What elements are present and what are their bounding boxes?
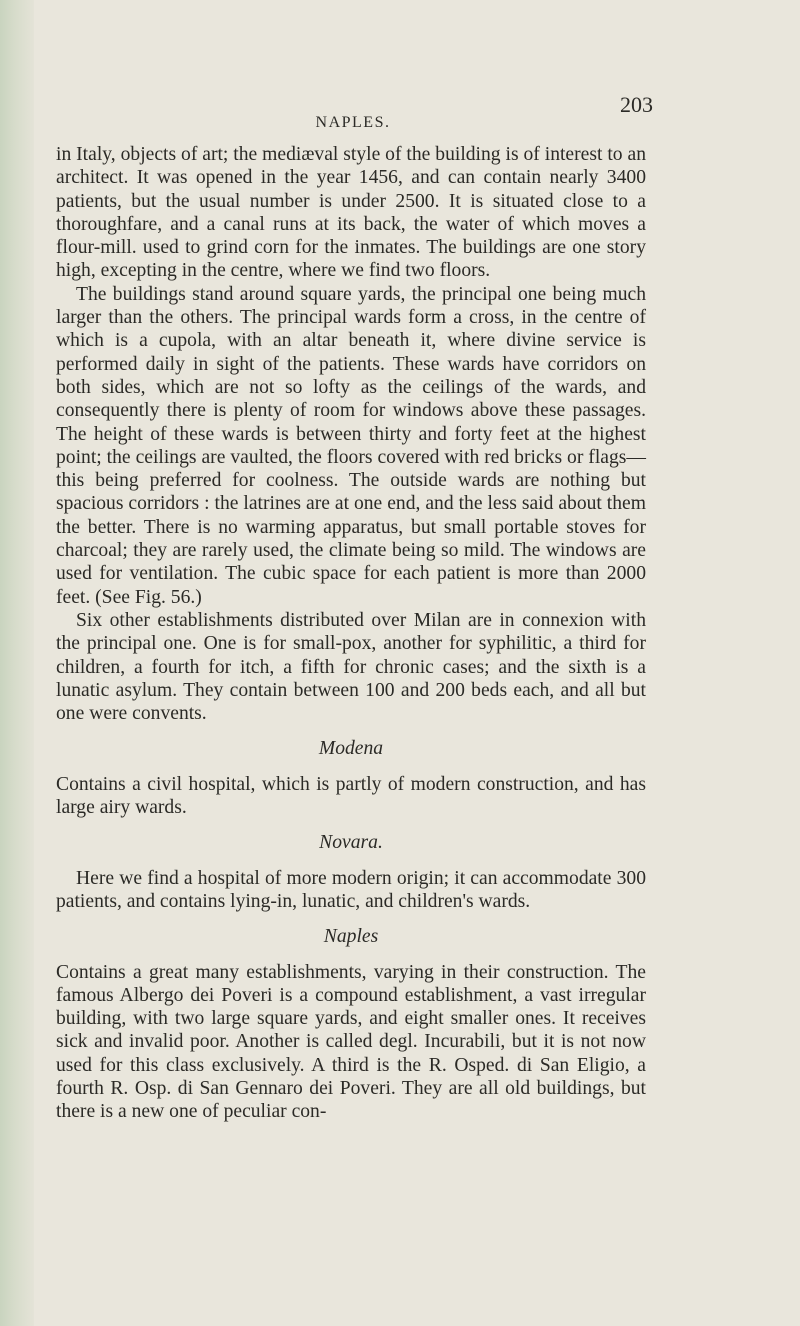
paragraph-intro-2: The buildings stand around square yards, the principal one being much larger than the others. The principal wards form a cross, in the centre of which is a cupola, with an altar beneath it, where divine service is performed daily in sight of the patients. These wards have corridors on both sides, which are not so lofty as the ceilings of the wards, and consequently there is plenty of room for windows above these passages. The height of these wards is between thirty and forty feet at the highest point; the ceilings are vaulted, the floors covered with red bricks or flags—this being preferred for coolness. The outside wards are nothing but spacious corridors : the latrines are at one end, and the less said about them the better. There is no warming apparatus, but small portable stoves for charcoal; they are rarely used, the climate being so mild. The windows are used for ventilation. The cubic space for each patient is more than 2000 feet. (See Fig. 56.) — [56, 283, 646, 608]
paragraph-intro-3: Six other establishments distributed over Milan are in connexion with the principal one. One is for small-pox, another for syphilitic, a third for children, a fourth for itch, a fifth for chronic cases; and the sixth is a lunatic asylum. They contain between 100 and 200 beds each, and all but one were convents. — [56, 609, 646, 725]
section-heading-modena: Modena — [318, 738, 384, 760]
body-text — [56, 143, 646, 1124]
section-text-naples: Contains a great many establishments, varying in their construction. The famous Albergo dei Poveri is a compound establishment, a vast irregular building, with two large square yards, and eight smaller ones. It receives sick and invalid poor. Another is called degl. Incurabili, but it is not now used for this class exclusively. A third is the R. Osped. di San Eligio, a fourth R. Osp. di San Gennaro dei Poveri. They are all old buildings, but there is a new one of peculiar con- — [56, 961, 646, 1123]
section-heading-naples: Naples — [323, 926, 379, 948]
section-text-modena: Contains a civil hospital, which is partly of modern construction, and has large airy wards. — [56, 773, 646, 819]
page-number: 203 — [620, 92, 653, 117]
section-text-novara: Here we find a hospital of more modern origin; it can accommodate 300 patients, and contains lying-in, lunatic, and children's wards. — [56, 867, 646, 912]
running-head-title: NAPLES. — [315, 114, 391, 131]
section-heading-novara: Novara. — [319, 832, 383, 854]
running-head — [56, 92, 653, 131]
paragraph-intro-1: in Italy, objects of art; the mediæval style of the building is of interest to an architect. It was opened in the year 1456, and can contain nearly 3400 patients, but the usual number is under 2500. It is situated close to a thoroughfare, and a canal runs at its back, the water of which moves a flour-mill. used to grind corn for the inmates. The buildings are one story high, excepting in the centre, where we find two floors. — [56, 144, 646, 282]
